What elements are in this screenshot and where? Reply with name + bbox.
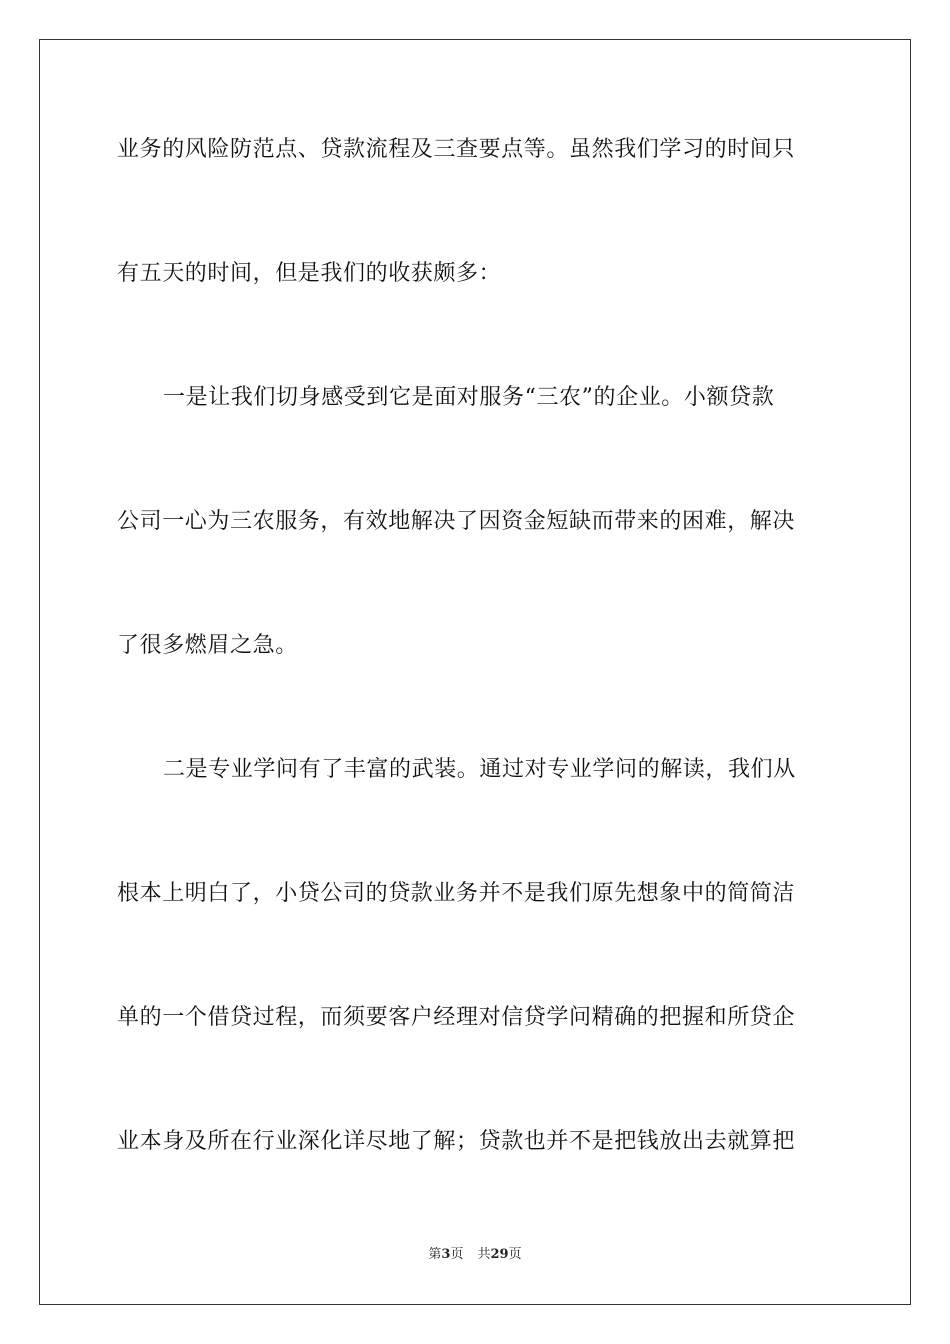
total-suffix: 页 <box>508 1247 522 1262</box>
total-pages: 29 <box>490 1247 509 1262</box>
text-line: 单的一个借贷过程，而须要客户经理对信贷学问精确的把握和所贷企 <box>117 1005 796 1030</box>
text-line: 根本上明白了，小贷公司的贷款业务并不是我们原先想象中的简简洁 <box>117 881 796 906</box>
page-suffix: 页 <box>450 1247 464 1262</box>
total-prefix: 共 <box>477 1247 491 1262</box>
text-line: 业务的风险防范点、贷款流程及三查要点等。虽然我们学习的时间只 <box>117 137 796 162</box>
page-border <box>39 39 911 1305</box>
page-prefix: 第 <box>428 1247 442 1262</box>
text-line: 有五天的时间，但是我们的收获颇多： <box>117 261 502 286</box>
text-line: 公司一心为三农服务，有效地解决了因资金短缺而带来的困难，解决 <box>117 509 796 534</box>
text-line: 业本身及所在行业深化详尽地了解；贷款也并不是把钱放出去就算把 <box>117 1129 796 1154</box>
page-footer <box>0 1246 950 1264</box>
text-line: 一是让我们切身感受到它是面对服务“三农”的企业。小额贷款 <box>163 385 775 410</box>
page-number: 3 <box>441 1247 451 1262</box>
text-line: 了很多燃眉之急。 <box>117 633 298 658</box>
text-line: 二是专业学问有了丰富的武装。通过对专业学问的解读，我们从 <box>163 757 796 782</box>
